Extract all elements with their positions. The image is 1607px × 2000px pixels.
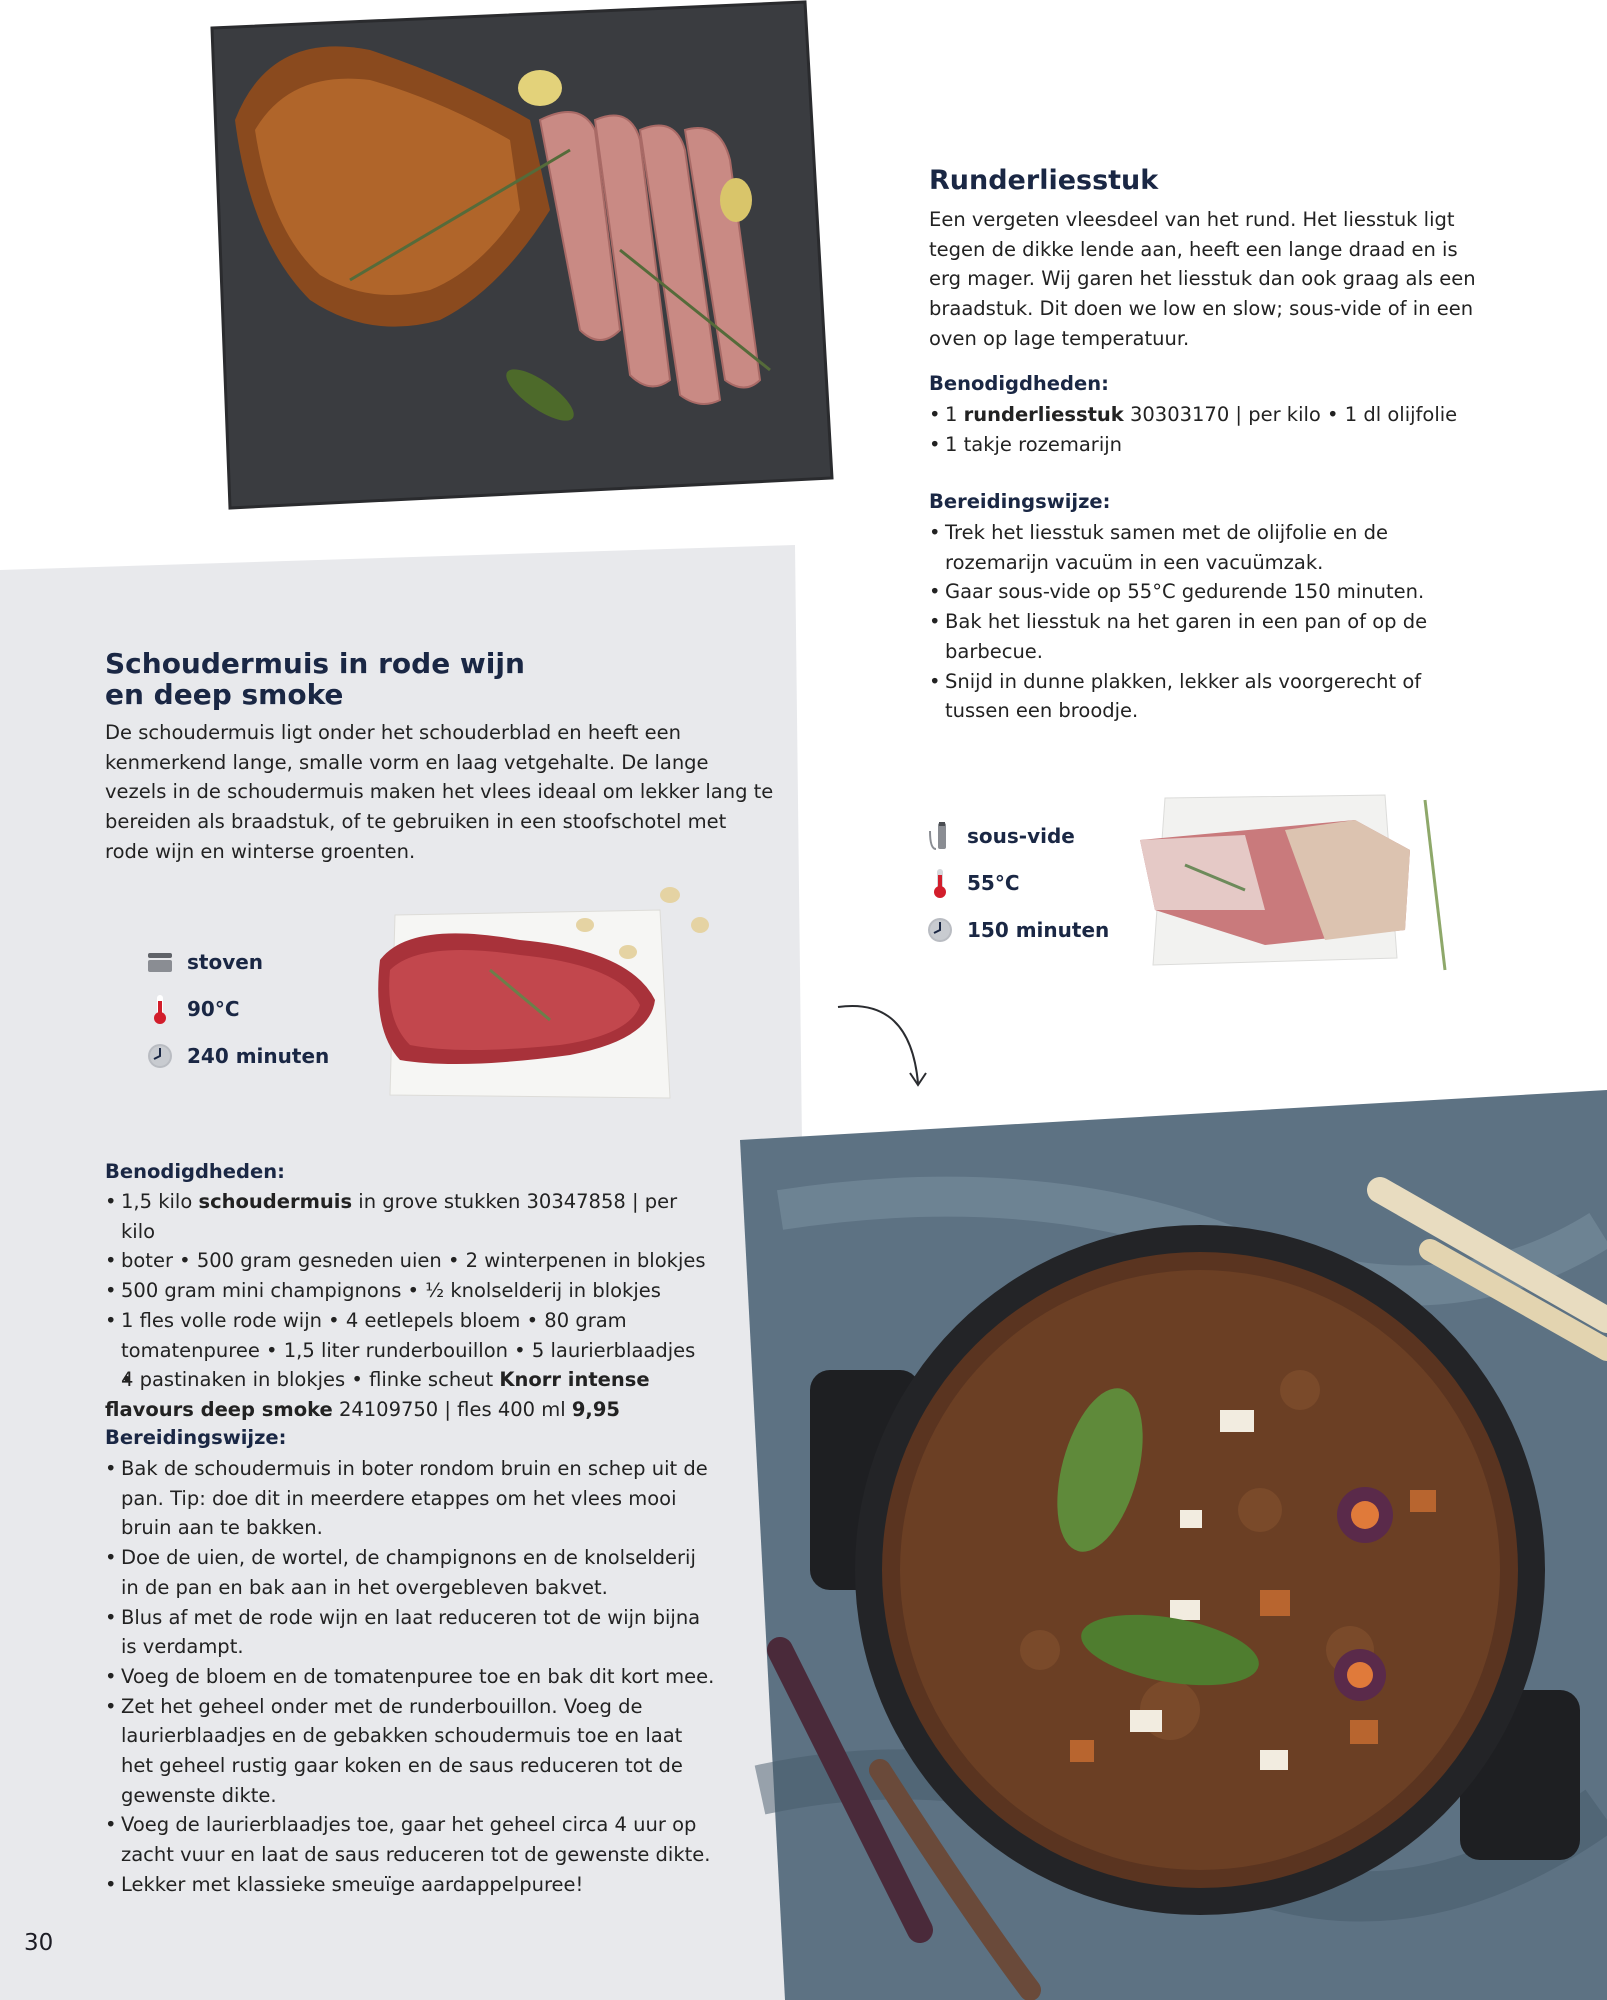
left-title-line-1: Schoudermuis in rode wijn (105, 647, 525, 680)
roast-on-slate-photo (200, 0, 840, 520)
left-step: • Bak de schoudermuis in boter rondom bruin en schep uit de pan. Tip: doe dit in meerdere etappes om het vlees mooi bruin aan te bakken. (105, 1454, 715, 1543)
method-row (925, 812, 1109, 859)
left-steps-list (105, 1454, 715, 1900)
right-step: • Bak het liesstuk na het garen in een pan of op de barbecue. (929, 607, 1489, 666)
left-ingredients-list (105, 1187, 715, 1425)
left-ingredient-item: • 1,5 kilo schoudermuis in grove stukken 30347858 | per kilo (105, 1187, 715, 1246)
right-ingredients-list (929, 400, 1489, 459)
left-step: • Voeg de laurierblaadjes toe, gaar het geheel circa 4 uur op zacht vuur en laat de saus reduceren tot de gewenste dikte. (105, 1810, 715, 1869)
left-recipe-meta (145, 938, 329, 1079)
right-recipe-title: Runderliesstuk (929, 165, 1159, 196)
schoudermuis-product-name: schoudermuis (198, 1190, 353, 1213)
left-step: • Blus af met de rode wijn en laat reduceren tot de wijn bijna is verdampt. (105, 1603, 715, 1662)
temperature-row (145, 985, 329, 1032)
price-label: 9,95 (571, 1397, 620, 1421)
left-title-line-2: en deep smoke (105, 678, 344, 711)
right-ingredient-item: • 1 runderliesstuk 30303170 | per kilo • 1 dl olijfolie (929, 400, 1489, 430)
left-ingredient-item: • boter • 500 gram gesneden uien • 2 winterpenen in blokjes (105, 1246, 715, 1276)
right-step: • Gaar sous-vide op 55°C gedurende 150 minuten. (929, 577, 1489, 607)
curved-arrow-icon (830, 995, 940, 1095)
page-number: 30 (24, 1930, 54, 1956)
left-recipe-intro: De schoudermuis ligt onder het schouderblad en heeft een kenmerkend lange, smalle vorm en laag vetgehalte. De lange vezels in de schoudermuis maken het vlees ideaal om lekker lang te bereiden als braadstuk, of te gebruiken in een stoofschotel met rode wijn en winterse groenten. (105, 721, 774, 863)
right-step: • Trek het liesstuk samen met de olijfolie en de rozemarijn vacuüm in een vacuümzak. (929, 518, 1489, 577)
raw-schoudermuis-photo (370, 880, 720, 1110)
thermometer-icon (145, 994, 175, 1024)
method-row (145, 938, 329, 985)
runderliesstuk-product-name: runderliesstuk (963, 403, 1124, 426)
right-steps-list (929, 518, 1489, 726)
left-ingredient-item: • 1 fles volle rode wijn • 4 eetlepels bloem • 80 gram tomatenpuree • 1,5 liter runderbouillon • 5 laurierblaadjes (105, 1306, 715, 1365)
method-label: stoven (187, 949, 264, 974)
left-ingredient-item: • 500 gram mini champignons • ½ knolselderij in blokjes (105, 1276, 715, 1306)
right-ingredient-item: • 1 takje rozemarijn (929, 430, 1489, 460)
right-step: • Snijd in dunne plakken, lekker als voorgerecht of tussen een broodje. (929, 667, 1489, 726)
left-ingredient-item: • 4 pastinaken in blokjes • flinke scheut Knorr intense flavours deep smoke 24109750 | fles 400 ml 9,95 (105, 1365, 715, 1424)
left-step: • Doe de uien, de wortel, de champignons en de knolselderij in de pan en bak aan in het overgebleven bakvet. (105, 1543, 715, 1602)
left-step: • Lekker met klassieke smeuïge aardappelpuree! (105, 1870, 715, 1900)
sous-vide-icon (925, 821, 955, 851)
temperature-label: 90°C (187, 996, 240, 1021)
knorr-product-name: Knorr intense flavours deep smoke (105, 1368, 650, 1421)
time-label: 150 minuten (967, 917, 1110, 942)
right-recipe-intro: Een vergeten vleesdeel van het rund. Het liesstuk ligt tegen de dikke lende aan, heeft een lange draad en is erg mager. Wij garen het liesstuk dan ook graag als een braadstuk. Dit doen we low en slow; sous-vide of in een oven op lage temperatuur. (929, 208, 1476, 350)
time-label: 240 minuten (187, 1043, 330, 1068)
left-recipe-title (105, 648, 525, 710)
clock-icon (925, 915, 955, 945)
right-ingredients-heading: Benodigdheden: (929, 372, 1109, 395)
left-step: • Zet het geheel onder met de runderbouillon. Voeg de laurierblaadjes en de gebakken schoudermuis toe en laat het geheel rustig gaar koken en de saus reduceren tot de gewenste dikte. (105, 1692, 715, 1811)
left-ingredients-heading: Benodigdheden: (105, 1160, 285, 1183)
right-method-heading: Bereidingswijze: (929, 490, 1111, 513)
raw-liesstuk-photo (1125, 790, 1465, 975)
time-row (145, 1032, 329, 1079)
method-label: sous-vide (967, 823, 1075, 848)
left-step: • Voeg de bloem en de tomatenpuree toe en bak dit kort mee. (105, 1662, 715, 1692)
pot-icon (145, 947, 175, 977)
temperature-row (925, 859, 1109, 906)
left-method-heading: Bereidingswijze: (105, 1426, 287, 1449)
clock-icon (145, 1041, 175, 1071)
time-row (925, 906, 1109, 953)
temperature-label: 55°C (967, 870, 1020, 895)
thermometer-icon (925, 868, 955, 898)
right-recipe-meta (925, 812, 1109, 953)
stew-pot-photo (740, 1090, 1607, 2000)
